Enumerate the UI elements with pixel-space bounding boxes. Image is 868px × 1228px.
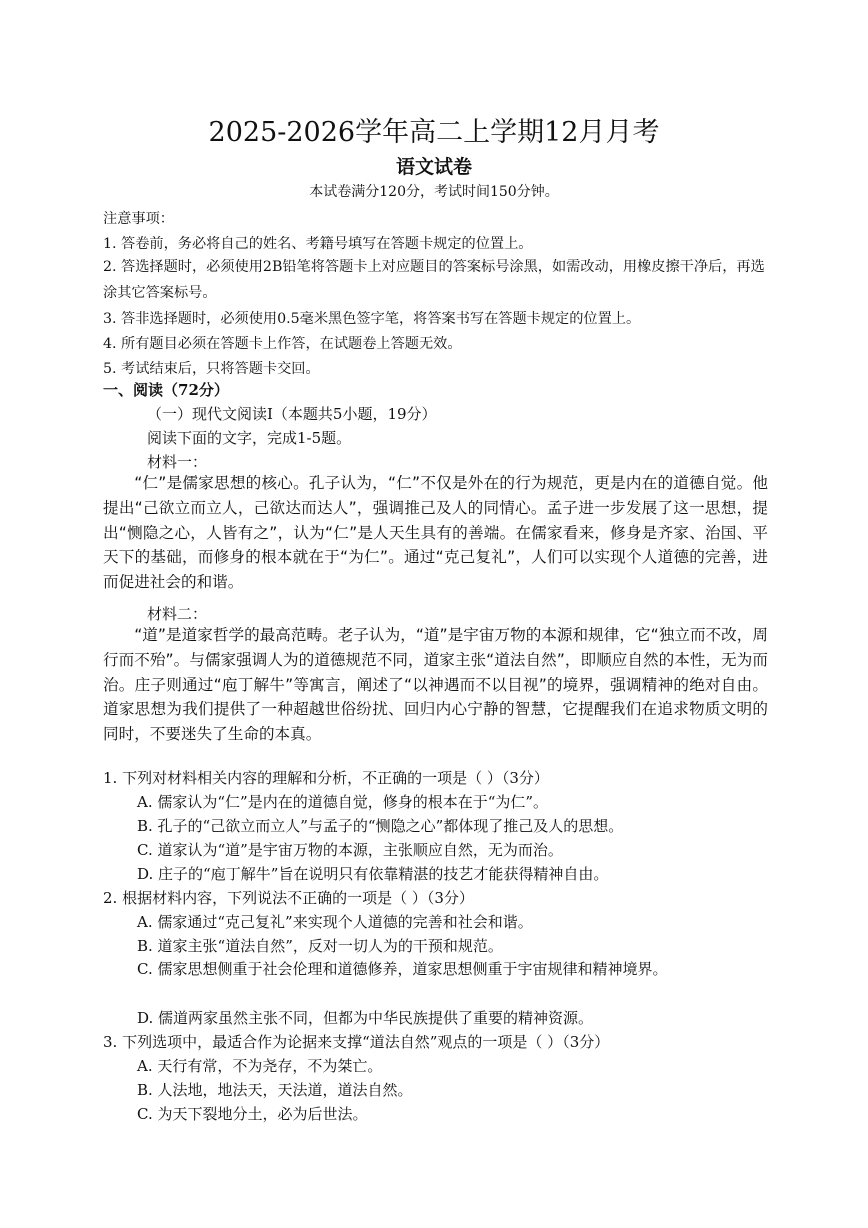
notice-heading: 注意事项： xyxy=(103,211,174,227)
question-1-option-a: A. 儒家认为“仁”是内在的道德自觉，修身的根本在于“为仁”。 xyxy=(137,793,549,811)
question-3-option-c: C. 为天下裂地分土，必为后世法。 xyxy=(137,1105,368,1123)
question-2-option-b: B. 道家主张“道法自然”，反对一切人为的干预和规范。 xyxy=(137,937,503,955)
question-3-option-b: B. 人法地，地法天，天法道，道法自然。 xyxy=(137,1081,413,1099)
part-heading: （一）现代文阅读Ⅰ（本题共5小题，19分） xyxy=(147,405,437,423)
material-2-label: 材料二： xyxy=(147,605,208,623)
section-heading: 一、阅读（72分） xyxy=(103,381,229,399)
material-1-label: 材料一： xyxy=(147,453,208,471)
exam-title: 2025-2026学年高二上学期12月月考 xyxy=(208,117,660,148)
notice-item-5: 5. 考试结束后，只将答题卡交回。 xyxy=(103,361,320,377)
question-2-option-a: A. 儒家通过“克己复礼”来实现个人道德的完善和社会和谐。 xyxy=(137,913,533,931)
notice-item-4: 4. 所有题目必须在答题卡上作答，在试题卷上答题无效。 xyxy=(103,336,462,352)
subject-title: 语文试卷 xyxy=(395,156,472,178)
exam-info: 本试卷满分120分，考试时间150分钟。 xyxy=(309,184,559,200)
reading-instruction: 阅读下面的文字，完成1-5题。 xyxy=(147,429,352,447)
material-2-text: “道”是道家哲学的最高范畴。老子认为，“道”是宇宙万物的本源和规律，它“独立而不改，周行而不殆”。与儒家强调人为的道德规范不同，道家主张“道法自然”，即顺应自然的本性，无为而治。庄子则通过“庖丁解牛”等寓言，阐述了“以神遇而不以目视”的境界，强调精神的绝对自由。道家思想为我们提供了一种超越世俗纷扰、回归内心宁静的智慧，它提醒我们在追求物质文明的同时，不要迷失了生命的本真。 xyxy=(103,626,768,744)
question-3-stem: 3. 下列选项中，最适合作为论据来支撑“道法自然”观点的一项是（ ）（3分） xyxy=(103,1033,610,1051)
question-1-option-d: D. 庄子的“庖丁解牛”旨在说明只有依靠精湛的技艺才能获得精神自由。 xyxy=(137,865,609,883)
question-2-option-c: C. 儒家思想侧重于社会伦理和道德修养，道家思想侧重于宇宙规律和精神境界。 xyxy=(137,960,668,978)
question-2-stem: 2. 根据材料内容，下列说法不正确的一项是（ ）（3分） xyxy=(103,889,474,907)
notice-item-1: 1. 答卷前，务必将自己的姓名、考籍号填写在答题卡规定的位置上。 xyxy=(103,236,533,252)
question-3-option-a: A. 天行有常，不为尧存，不为桀亡。 xyxy=(137,1057,383,1075)
question-2-option-d: D. 儒道两家虽然主张不同，但都为中华民族提供了重要的精神资源。 xyxy=(137,1009,594,1027)
question-1-stem: 1. 下列对材料相关内容的理解和分析，不正确的一项是（ ）（3分） xyxy=(103,769,549,787)
question-1-option-b: B. 孔子的“己欲立而立人”与孟子的“恻隐之心”都体现了推己及人的思想。 xyxy=(137,817,624,835)
notice-item-3: 3. 答非选择题时，必须使用0.5毫米黑色签字笔，将答案书写在答题卡规定的位置上。 xyxy=(103,311,641,327)
material-1-text: “仁”是儒家思想的核心。孔子认为，“仁”不仅是外在的行为规范，更是内在的道德自觉。他提出“己欲立而立人，己欲达而达人”，强调推己及人的同情心。孟子进一步发展了这一思想，提出“恻隐之心，人皆有之”，认为“仁”是人天生具有的善端。在儒家看来，修身是齐家、治国、平天下的基础，而修身的根本就在于“为仁”。通过“克己复礼”，人们可以实现个人道德的完善，进而促进社会的和谐。 xyxy=(103,474,768,592)
question-1-option-c: C. 道家认为“道”是宇宙万物的本源，主张顺应自然，无为而治。 xyxy=(137,841,563,859)
notice-item-2: 2. 答选择题时，必须使用2B铅笔将答题卡上对应题目的答案标号涂黑，如需改动，用橡皮擦干净后，再选涂其它答案标号。 xyxy=(103,259,765,301)
